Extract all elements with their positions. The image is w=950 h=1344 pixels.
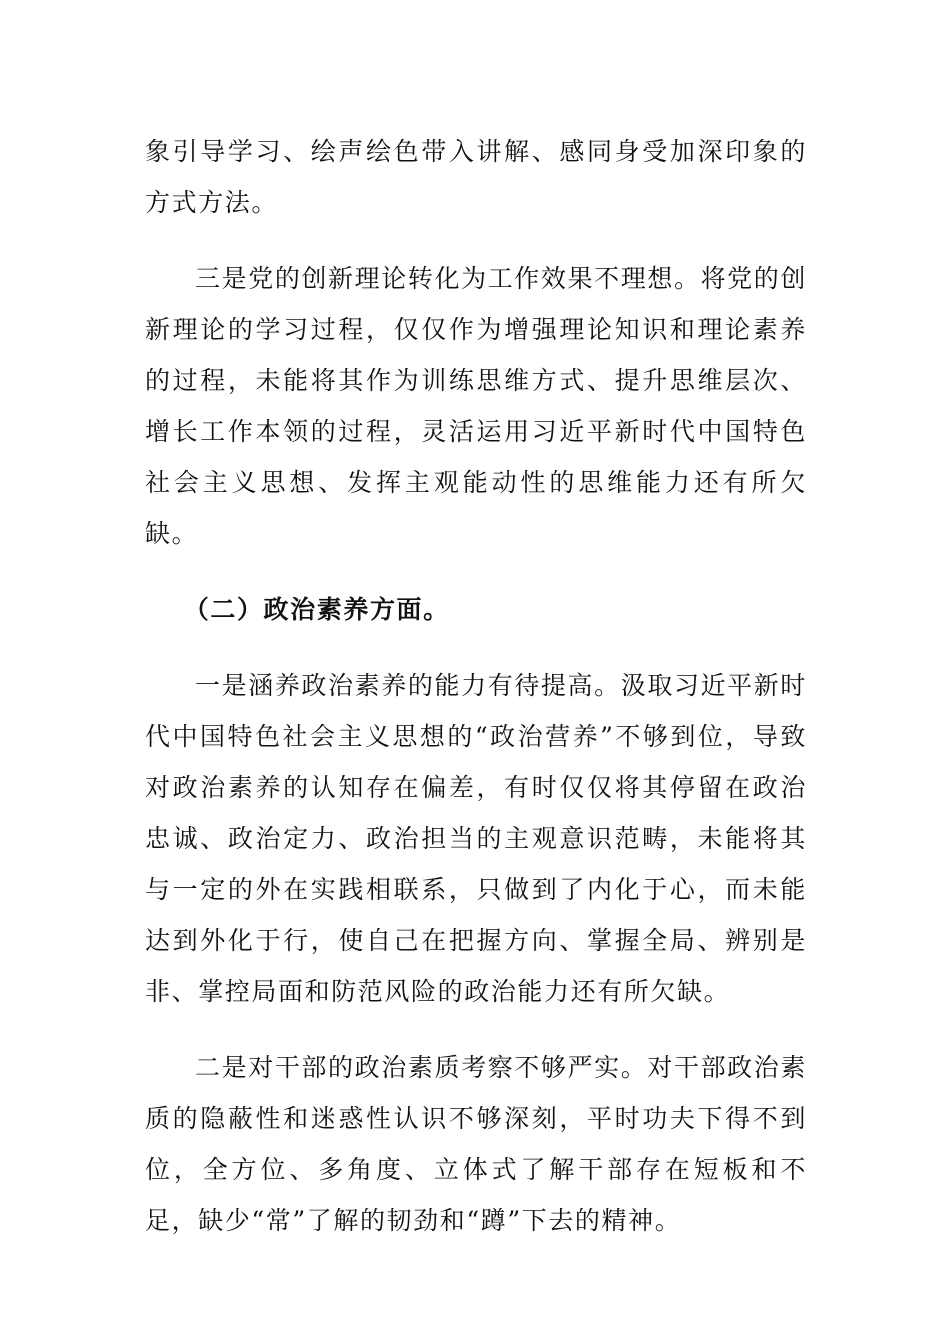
- document-body: [145, 126, 807, 1271]
- paragraph-political-literacy-ability: 一是涵养政治素养的能力有待提高。汲取习近平新时代中国特色社会主义思想的“政治营养”不够到位，导致对政治素养的认知存在偏差，有时仅仅将其停留在政治忠诚、政治定力、政治担当的主观意识范畴，未能将其与一定的外在实践相联系，只做到了内化于心，而未能达到外化于行，使自己在把握方向、掌握全局、辨别是非、掌控局面和防范风险的政治能力还有所欠缺。: [145, 671, 807, 1006]
- paragraph-cadre-inspection: 二是对干部的政治素质考察不够严实。对干部政治素质的隐蔽性和迷惑性认识不够深刻，平时功夫下得不到位，全方位、多角度、立体式了解干部存在短板和不足，缺少“常”了解的韧劲和“蹲”下去的精神。: [145, 1053, 807, 1235]
- section-heading-political-literacy: （二）政治素养方面。: [183, 595, 450, 624]
- paragraph-continuation: 象引导学习、绘声绘色带入讲解、感同身受加深印象的方式方法。: [145, 137, 807, 217]
- paragraph-innovation-theory: 三是党的创新理论转化为工作效果不理想。将党的创新理论的学习过程，仅仅作为增强理论知识和理论素养的过程，未能将其作为训练思维方式、提升思维层次、增长工作本领的过程，灵活运用习近平新时代中国特色社会主义思想、发挥主观能动性的思维能力还有所欠缺。: [145, 264, 807, 548]
